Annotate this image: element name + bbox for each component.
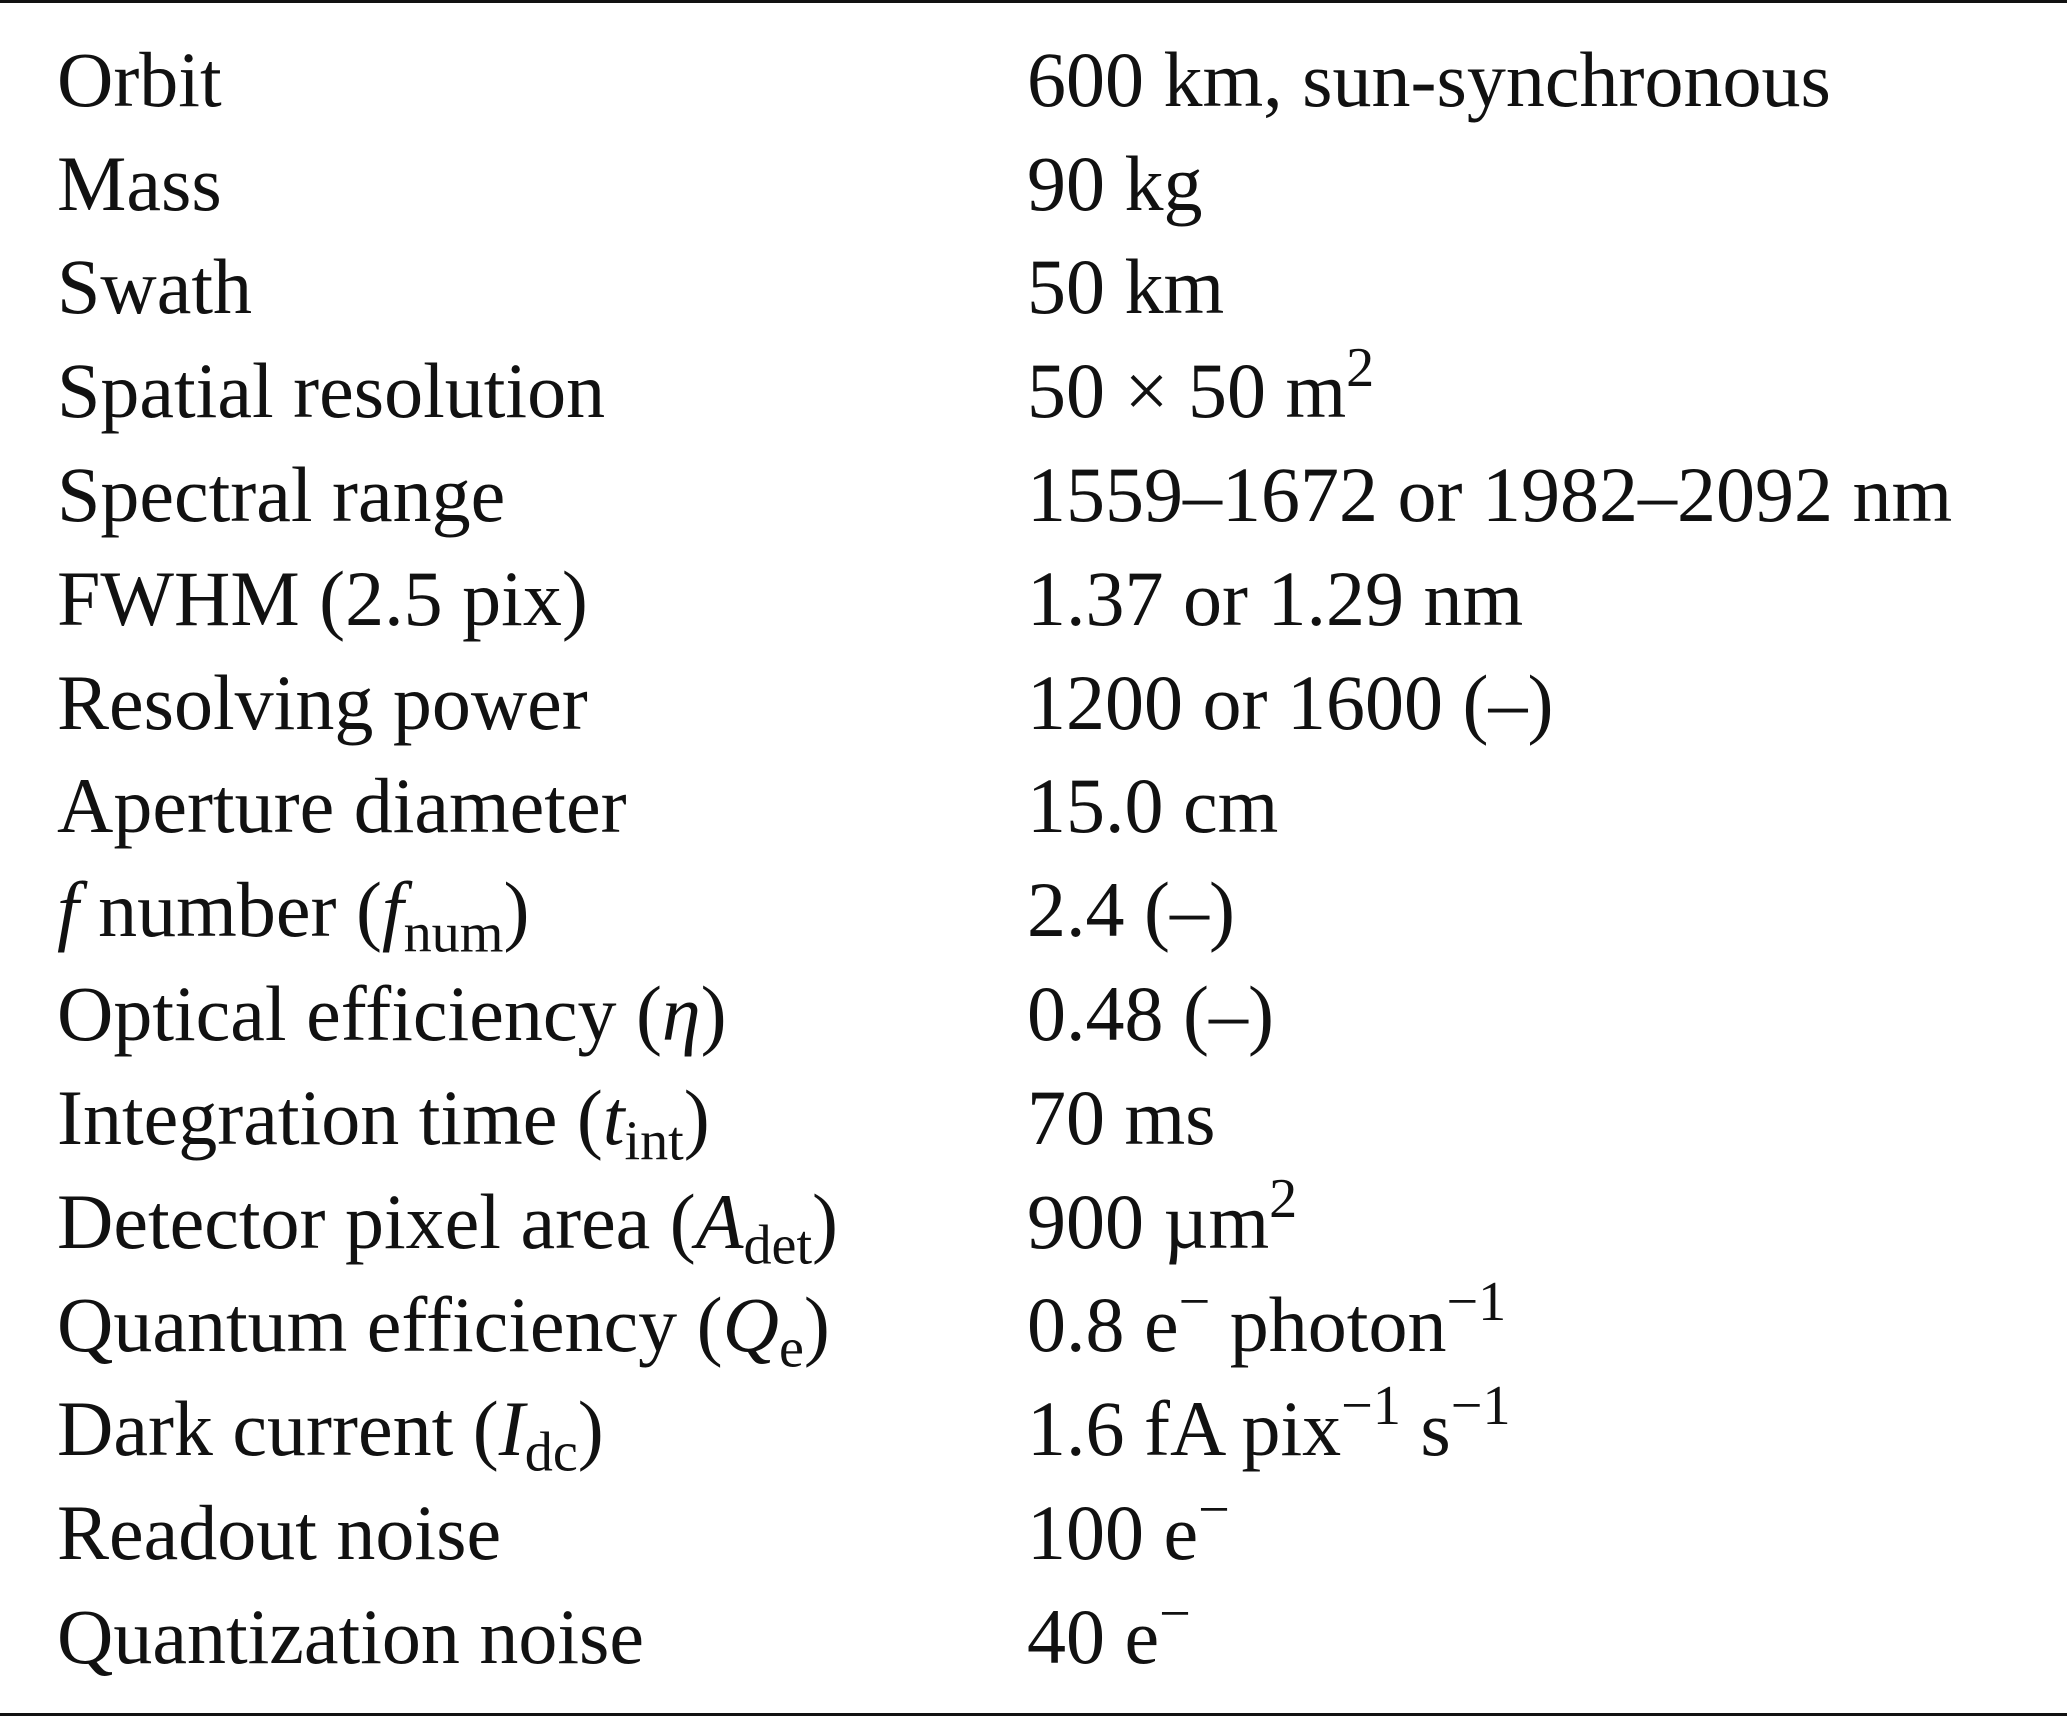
parameter-cell <box>0 443 1027 547</box>
parameter-label: Optical efficiency ( <box>57 970 662 1058</box>
parameter-cell <box>0 339 1027 443</box>
table-row <box>0 443 2067 547</box>
table-row <box>0 651 2067 755</box>
parameter-label: Quantization noise <box>57 1592 645 1680</box>
parameter-symbol: Q <box>722 1281 779 1369</box>
parameter-symbol: η <box>661 970 701 1058</box>
value-superscript: 2 <box>1269 1167 1298 1230</box>
value-cell <box>1027 755 2067 859</box>
parameter-label-close: ) <box>577 1385 604 1473</box>
parameter-label: Readout noise <box>57 1489 502 1577</box>
parameter-cell <box>0 962 1027 1066</box>
value-superscript: − <box>1198 1479 1230 1542</box>
table-row <box>0 1481 2067 1585</box>
table-row <box>0 755 2067 859</box>
table-row <box>0 962 2067 1066</box>
parameter-symbol: t <box>602 1073 625 1161</box>
value-cell <box>1027 1377 2067 1481</box>
parameter-label: Swath <box>57 243 252 331</box>
parameter-label-close: ) <box>803 1281 830 1369</box>
parameter-cell <box>0 236 1027 340</box>
parameter-label: Orbit <box>57 35 222 123</box>
table-row <box>0 236 2067 340</box>
value-cell <box>1027 858 2067 962</box>
table-row <box>0 132 2067 236</box>
value-text: 1.37 or 1.29 nm <box>1027 554 1524 642</box>
value-cell <box>1027 1167 2067 1274</box>
parameter-label-close: ) <box>503 866 530 954</box>
table-bottom-rule <box>0 1713 2067 1716</box>
value-text: 70 ms <box>1027 1073 1216 1161</box>
value-cell <box>1027 339 2067 443</box>
value-text: 100 e <box>1027 1489 1199 1577</box>
value-text-unit: s <box>1400 1385 1451 1473</box>
parameter-label: Aperture diameter <box>57 762 627 850</box>
value-cell <box>1027 1271 2067 1378</box>
value-superscript: −1 <box>1446 1271 1507 1334</box>
table-row <box>0 547 2067 651</box>
table-top-rule <box>0 0 2067 3</box>
value-cell <box>1027 1582 2067 1689</box>
value-superscript: − <box>1178 1271 1211 1334</box>
parameter-label-close: ) <box>683 1073 710 1161</box>
value-cell <box>1027 547 2067 651</box>
parameter-cell <box>0 1377 1027 1484</box>
parameter-label-close: ) <box>812 1177 839 1265</box>
parameter-subscript: det <box>743 1214 813 1277</box>
parameter-subscript: num <box>403 902 504 965</box>
value-text: 50 × 50 m <box>1027 347 1347 435</box>
value-text: 90 kg <box>1027 139 1203 227</box>
value-cell <box>1027 962 2067 1066</box>
parameter-cell <box>0 1481 1027 1585</box>
parameter-symbol: I <box>498 1385 525 1473</box>
table-row <box>0 1066 2067 1170</box>
table-row <box>0 339 2067 443</box>
table-row <box>0 1170 2067 1274</box>
value-text: 0.48 (–) <box>1027 970 1274 1058</box>
parameter-cell <box>0 755 1027 859</box>
value-text: 50 km <box>1027 243 1225 331</box>
value-cell <box>1027 28 2067 132</box>
table-row <box>0 28 2067 132</box>
parameter-cell <box>0 651 1027 755</box>
parameter-cell <box>0 132 1027 236</box>
value-text: 40 e <box>1027 1592 1160 1680</box>
value-text: 0.8 e <box>1027 1281 1179 1369</box>
value-text: 2.4 (–) <box>1027 866 1235 954</box>
parameter-symbol: f <box>381 866 404 954</box>
parameter-label: Detector pixel area ( <box>57 1177 696 1265</box>
parameter-cell <box>0 28 1027 132</box>
parameter-label: Integration time ( <box>57 1073 603 1161</box>
parameter-label: FWHM (2.5 pix) <box>57 554 588 642</box>
table-row <box>0 1377 2067 1481</box>
parameter-label: Spatial resolution <box>57 347 606 435</box>
value-text: 600 km, sun-synchronous <box>1027 35 1831 123</box>
parameter-label-close: ) <box>700 970 727 1058</box>
parameter-label: Dark current ( <box>57 1385 499 1473</box>
parameter-label: number ( <box>78 866 382 954</box>
parameter-label: Resolving power <box>57 658 588 746</box>
value-cell <box>1027 1066 2067 1170</box>
table-row <box>0 858 2067 962</box>
value-cell <box>1027 443 2067 547</box>
parameter-label: Mass <box>57 139 222 227</box>
parameter-cell <box>0 1585 1027 1689</box>
value-superscript: −1 <box>1341 1375 1401 1438</box>
value-cell <box>1027 1481 2067 1585</box>
value-superscript: − <box>1159 1582 1191 1645</box>
parameter-subscript: dc <box>524 1421 578 1484</box>
table-row <box>0 1585 2067 1689</box>
parameter-label: Spectral range <box>57 451 506 539</box>
parameter-symbol: f <box>57 866 79 954</box>
value-text: 900 µm <box>1027 1177 1270 1265</box>
parameter-cell <box>0 858 1027 965</box>
parameter-subscript: int <box>624 1110 684 1173</box>
value-cell <box>1027 132 2067 236</box>
value-text: 1.6 fA pix <box>1027 1385 1342 1473</box>
parameter-label: Quantum efficiency ( <box>57 1281 723 1369</box>
parameter-cell <box>0 1066 1027 1173</box>
parameter-subscript: e <box>778 1318 804 1381</box>
value-text: 1200 or 1600 (–) <box>1027 658 1554 746</box>
value-text-unit: photon <box>1210 1281 1447 1369</box>
value-text: 1559–1672 or 1982–2092 nm <box>1027 451 1953 539</box>
parameter-symbol: A <box>695 1177 744 1265</box>
table-row <box>0 1274 2067 1378</box>
parameter-cell <box>0 547 1027 651</box>
instrument-spec-table <box>0 28 2067 1689</box>
parameter-cell <box>0 1274 1027 1381</box>
value-text: 15.0 cm <box>1027 762 1279 850</box>
value-cell <box>1027 236 2067 340</box>
parameter-cell <box>0 1170 1027 1277</box>
value-cell <box>1027 651 2067 755</box>
value-superscript: 2 <box>1346 337 1375 400</box>
value-superscript: −1 <box>1450 1375 1511 1438</box>
